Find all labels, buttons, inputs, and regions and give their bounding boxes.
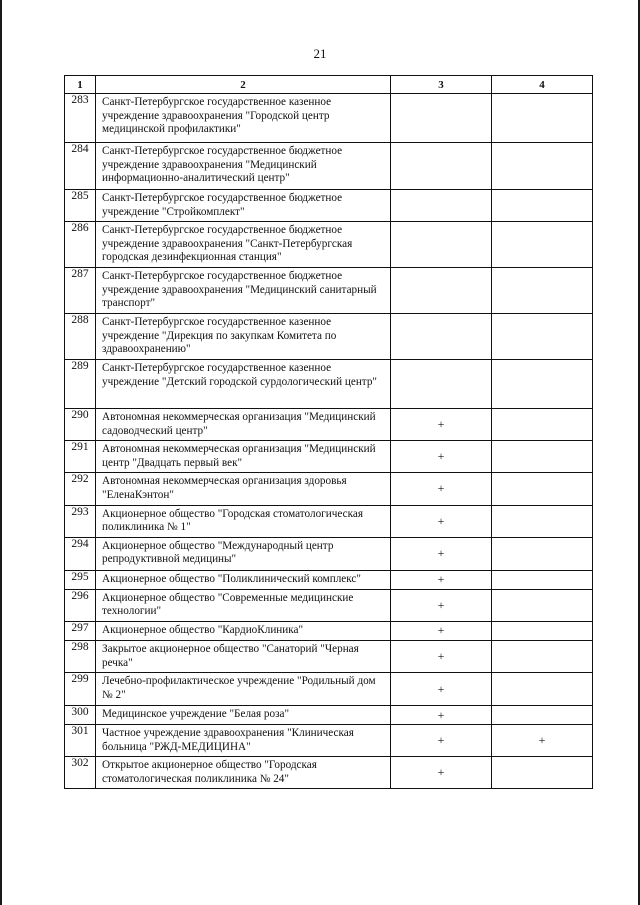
organization-name: Автономная некоммерческая организация "Медицинский садоводческий центр" bbox=[96, 408, 391, 440]
row-number: 284 bbox=[65, 143, 96, 190]
column-3-mark: + bbox=[391, 725, 492, 757]
row-number: 285 bbox=[65, 190, 96, 222]
table-row bbox=[65, 589, 593, 621]
column-3-mark: + bbox=[391, 473, 492, 505]
row-number: 300 bbox=[65, 706, 96, 725]
column-3-mark: + bbox=[391, 621, 492, 640]
row-number: 289 bbox=[65, 359, 96, 408]
table-row bbox=[65, 757, 593, 789]
column-3-mark bbox=[391, 222, 492, 268]
header-col-1: 1 bbox=[65, 76, 96, 94]
header-col-2: 2 bbox=[96, 76, 391, 94]
table-row bbox=[65, 222, 593, 268]
table-row bbox=[65, 640, 593, 672]
row-number: 295 bbox=[65, 570, 96, 589]
organization-name: Открытое акционерное общество "Городская стоматологическая поликлиника № 24" bbox=[96, 757, 391, 789]
column-3-mark: + bbox=[391, 537, 492, 570]
column-4-mark bbox=[492, 570, 593, 589]
organization-name: Санкт-Петербургское государственное казенное учреждение здравоохранения "Городской центр медицинской профилактики" bbox=[96, 94, 391, 143]
column-4-mark bbox=[492, 505, 593, 537]
row-number: 286 bbox=[65, 222, 96, 268]
organization-name: Санкт-Петербургское государственное бюджетное учреждение здравоохранения "Медицинский санитарный транспорт" bbox=[96, 268, 391, 314]
row-number: 297 bbox=[65, 621, 96, 640]
column-4-mark bbox=[492, 268, 593, 314]
column-4-mark bbox=[492, 441, 593, 473]
organization-name: Автономная некоммерческая организация "Медицинский центр "Двадцать первый век" bbox=[96, 441, 391, 473]
column-4-mark bbox=[492, 408, 593, 440]
table-row bbox=[65, 673, 593, 706]
column-3-mark: + bbox=[391, 505, 492, 537]
row-number: 283 bbox=[65, 94, 96, 143]
organization-name: Акционерное общество "Международный центр репродуктивной медицины" bbox=[96, 537, 391, 570]
organization-name: Санкт-Петербургское государственное казенное учреждение "Дирекция по закупкам Комитета по здравоохранению" bbox=[96, 314, 391, 360]
page-number: 21 bbox=[313, 46, 327, 61]
column-3-mark: + bbox=[391, 706, 492, 725]
table-row bbox=[65, 359, 593, 408]
table-row bbox=[65, 408, 593, 440]
table-row bbox=[65, 706, 593, 725]
column-3-mark bbox=[391, 359, 492, 408]
column-3-mark: + bbox=[391, 408, 492, 440]
organization-name: Частное учреждение здравоохранения "Клиническая больница "РЖД-МЕДИЦИНА" bbox=[96, 725, 391, 757]
table-row bbox=[65, 143, 593, 190]
column-3-mark: + bbox=[391, 757, 492, 789]
column-4-mark bbox=[492, 190, 593, 222]
row-number: 290 bbox=[65, 408, 96, 440]
column-4-mark bbox=[492, 589, 593, 621]
header-col-3: 3 bbox=[391, 76, 492, 94]
organization-name: Закрытое акционерное общество "Санаторий "Черная речка" bbox=[96, 640, 391, 672]
column-4-mark bbox=[492, 222, 593, 268]
organizations-table bbox=[64, 75, 593, 789]
organization-name: Акционерное общество "Поликлинический комплекс" bbox=[96, 570, 391, 589]
column-4-mark bbox=[492, 673, 593, 706]
row-number: 287 bbox=[65, 268, 96, 314]
column-4-mark bbox=[492, 640, 593, 672]
organization-name: Акционерное общество "КардиоКлиника" bbox=[96, 621, 391, 640]
column-4-mark bbox=[492, 94, 593, 143]
row-number: 299 bbox=[65, 673, 96, 706]
table-row bbox=[65, 570, 593, 589]
organization-name: Акционерное общество "Городская стоматологическая поликлиника № 1" bbox=[96, 505, 391, 537]
row-number: 293 bbox=[65, 505, 96, 537]
row-number: 296 bbox=[65, 589, 96, 621]
table-row bbox=[65, 473, 593, 505]
table-row bbox=[65, 537, 593, 570]
column-3-mark: + bbox=[391, 640, 492, 672]
row-number: 302 bbox=[65, 757, 96, 789]
column-4-mark bbox=[492, 359, 593, 408]
column-3-mark: + bbox=[391, 589, 492, 621]
table-row bbox=[65, 621, 593, 640]
column-3-mark bbox=[391, 143, 492, 190]
column-4-mark bbox=[492, 706, 593, 725]
column-3-mark bbox=[391, 94, 492, 143]
table-row bbox=[65, 505, 593, 537]
column-3-mark: + bbox=[391, 441, 492, 473]
row-number: 298 bbox=[65, 640, 96, 672]
header-col-4: 4 bbox=[492, 76, 593, 94]
column-4-mark bbox=[492, 473, 593, 505]
table-row bbox=[65, 94, 593, 143]
table-row bbox=[65, 268, 593, 314]
column-4-mark bbox=[492, 537, 593, 570]
table-header-row bbox=[65, 76, 593, 94]
column-3-mark: + bbox=[391, 673, 492, 706]
column-4-mark bbox=[492, 143, 593, 190]
organization-name: Санкт-Петербургское государственное казенное учреждение "Детский городской сурдологический центр" bbox=[96, 359, 391, 408]
row-number: 288 bbox=[65, 314, 96, 360]
organization-name: Акционерное общество "Современные медицинские технологии" bbox=[96, 589, 391, 621]
organization-name: Автономная некоммерческая организация здоровья "ЕленаКэнтон" bbox=[96, 473, 391, 505]
table-row bbox=[65, 314, 593, 360]
column-4-mark bbox=[492, 314, 593, 360]
organization-name: Санкт-Петербургское государственное бюджетное учреждение здравоохранения "Санкт-Петербургская городская дезинфекционная станция" bbox=[96, 222, 391, 268]
table-row bbox=[65, 725, 593, 757]
scan-edge-left bbox=[0, 0, 2, 905]
organization-name: Санкт-Петербургское государственное бюджетное учреждение здравоохранения "Медицинский информационно-аналитический центр" bbox=[96, 143, 391, 190]
table-row bbox=[65, 190, 593, 222]
row-number: 294 bbox=[65, 537, 96, 570]
column-3-mark: + bbox=[391, 570, 492, 589]
organization-name: Лечебно-профилактическое учреждение "Родильный дом № 2" bbox=[96, 673, 391, 706]
column-4-mark bbox=[492, 621, 593, 640]
organization-name: Санкт-Петербургское государственное бюджетное учреждение "Стройкомплект" bbox=[96, 190, 391, 222]
column-3-mark bbox=[391, 268, 492, 314]
column-3-mark bbox=[391, 190, 492, 222]
organization-name: Медицинское учреждение "Белая роза" bbox=[96, 706, 391, 725]
row-number: 301 bbox=[65, 725, 96, 757]
table-row bbox=[65, 441, 593, 473]
column-4-mark: + bbox=[492, 725, 593, 757]
row-number: 292 bbox=[65, 473, 96, 505]
column-3-mark bbox=[391, 314, 492, 360]
row-number: 291 bbox=[65, 441, 96, 473]
column-4-mark bbox=[492, 757, 593, 789]
